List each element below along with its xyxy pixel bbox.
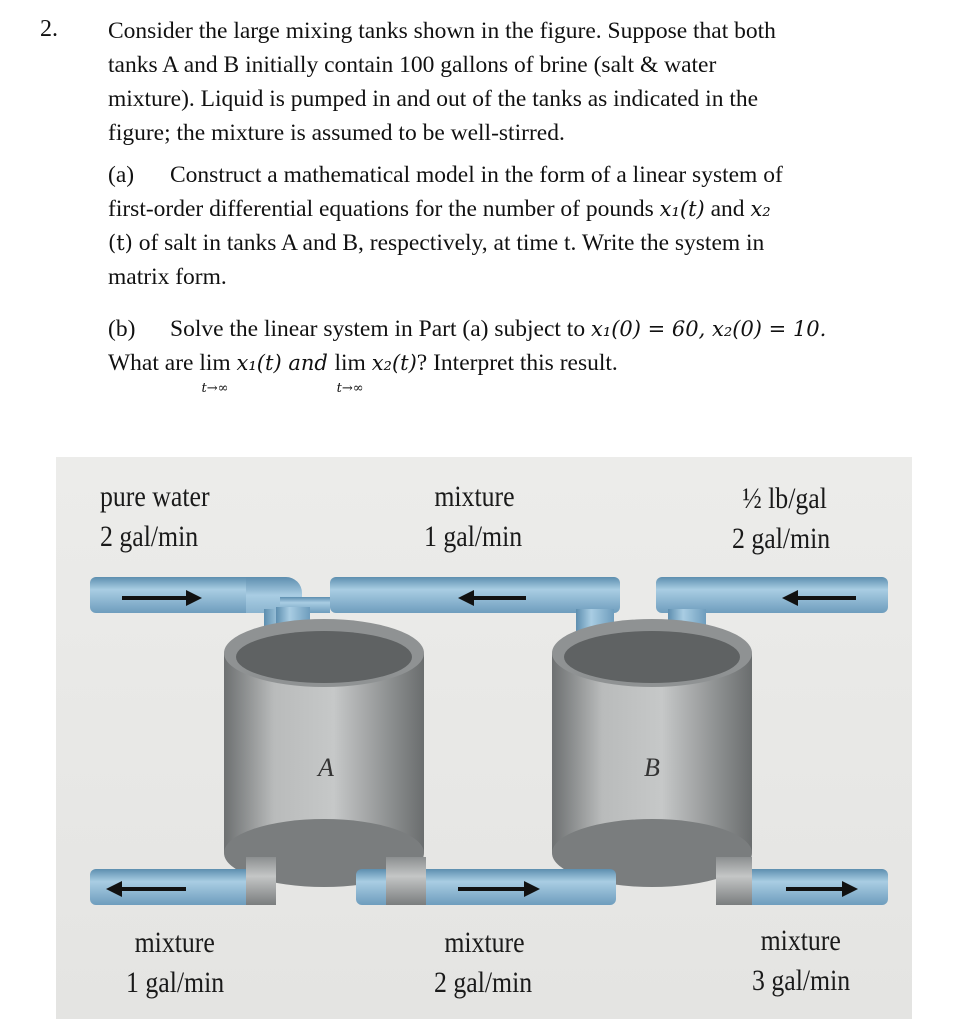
label-line: mixture xyxy=(134,926,215,959)
label-line: ½ lb/gal xyxy=(742,482,827,515)
intro-line: Consider the large mixing tanks shown in the figure. Suppose that both xyxy=(108,18,776,44)
x1-expr: x₁(t) xyxy=(659,197,705,221)
intro-line: figure; the mixture is assumed to be well-stirred. xyxy=(108,120,565,146)
intro-line: mixture). Liquid is pumped in and out of the tanks as indicated in the xyxy=(108,86,759,112)
limit-2 xyxy=(334,346,366,396)
bottom-pipe-right xyxy=(716,857,888,905)
part-a-line2: first-order differential equations for the number of pounds xyxy=(108,196,660,222)
part-b-tail: ? Interpret this result. xyxy=(416,350,618,376)
problem-number: 2. xyxy=(40,16,58,42)
label-line: 2 gal/min xyxy=(100,520,199,553)
limit-x1: x₁(t) xyxy=(236,351,282,375)
initial-condition-1: x₁(0) = 60, xyxy=(590,317,712,341)
problem-intro xyxy=(108,14,908,150)
part-a-line3: of salt in tanks A and B, respectively, at time t. Write the system in xyxy=(132,230,765,256)
label-line: 2 gal/min xyxy=(434,966,533,999)
and-word: and xyxy=(704,196,751,222)
part-a-tag: (a) xyxy=(108,162,135,188)
part-a-line1: Construct a mathematical model in the form of a linear system of xyxy=(170,162,783,188)
lim-subscript: t→∞ xyxy=(336,381,364,396)
label-line: pure water xyxy=(100,480,210,513)
label-bottom-middle xyxy=(434,923,532,1003)
label-line: 1 gal/min xyxy=(424,520,523,553)
lim-word: lim xyxy=(334,350,366,376)
x2-expr: x₂ xyxy=(750,197,771,221)
part-b xyxy=(108,312,908,396)
limit-1 xyxy=(199,346,231,396)
part-a-line4: matrix form. xyxy=(108,264,227,290)
label-line: 3 gal/min xyxy=(752,964,851,997)
label-top-left xyxy=(100,477,210,557)
label-line: mixture xyxy=(444,926,525,959)
intro-line: tanks A and B initially contain 100 gallons of brine (salt & water xyxy=(108,52,717,78)
limit-x2: x₂(t) xyxy=(371,351,417,375)
tank-a-label: A xyxy=(318,753,334,782)
label-top-right xyxy=(732,479,830,559)
label-bottom-left xyxy=(126,923,224,1003)
what-are: What are xyxy=(108,350,200,376)
lim-word: lim xyxy=(199,350,231,376)
label-bottom-right xyxy=(752,921,850,1001)
label-top-middle xyxy=(424,477,522,557)
label-line: mixture xyxy=(760,924,841,957)
label-line: mixture xyxy=(434,480,515,513)
t-expr: (t) xyxy=(108,231,133,255)
mixing-tanks-figure xyxy=(56,457,912,1019)
label-line: 1 gal/min xyxy=(126,966,225,999)
part-b-line1: Solve the linear system in Part (a) subject to xyxy=(170,316,591,342)
initial-condition-2: x₂(0) = 10. xyxy=(711,317,827,341)
tank-b-label: B xyxy=(644,753,660,782)
part-b-tag: (b) xyxy=(108,316,136,342)
bottom-pipe-left xyxy=(90,857,276,905)
part-a xyxy=(108,158,908,294)
label-line: 2 gal/min xyxy=(732,522,831,555)
lim-subscript: t→∞ xyxy=(201,381,229,396)
and-italic: and xyxy=(281,351,335,375)
